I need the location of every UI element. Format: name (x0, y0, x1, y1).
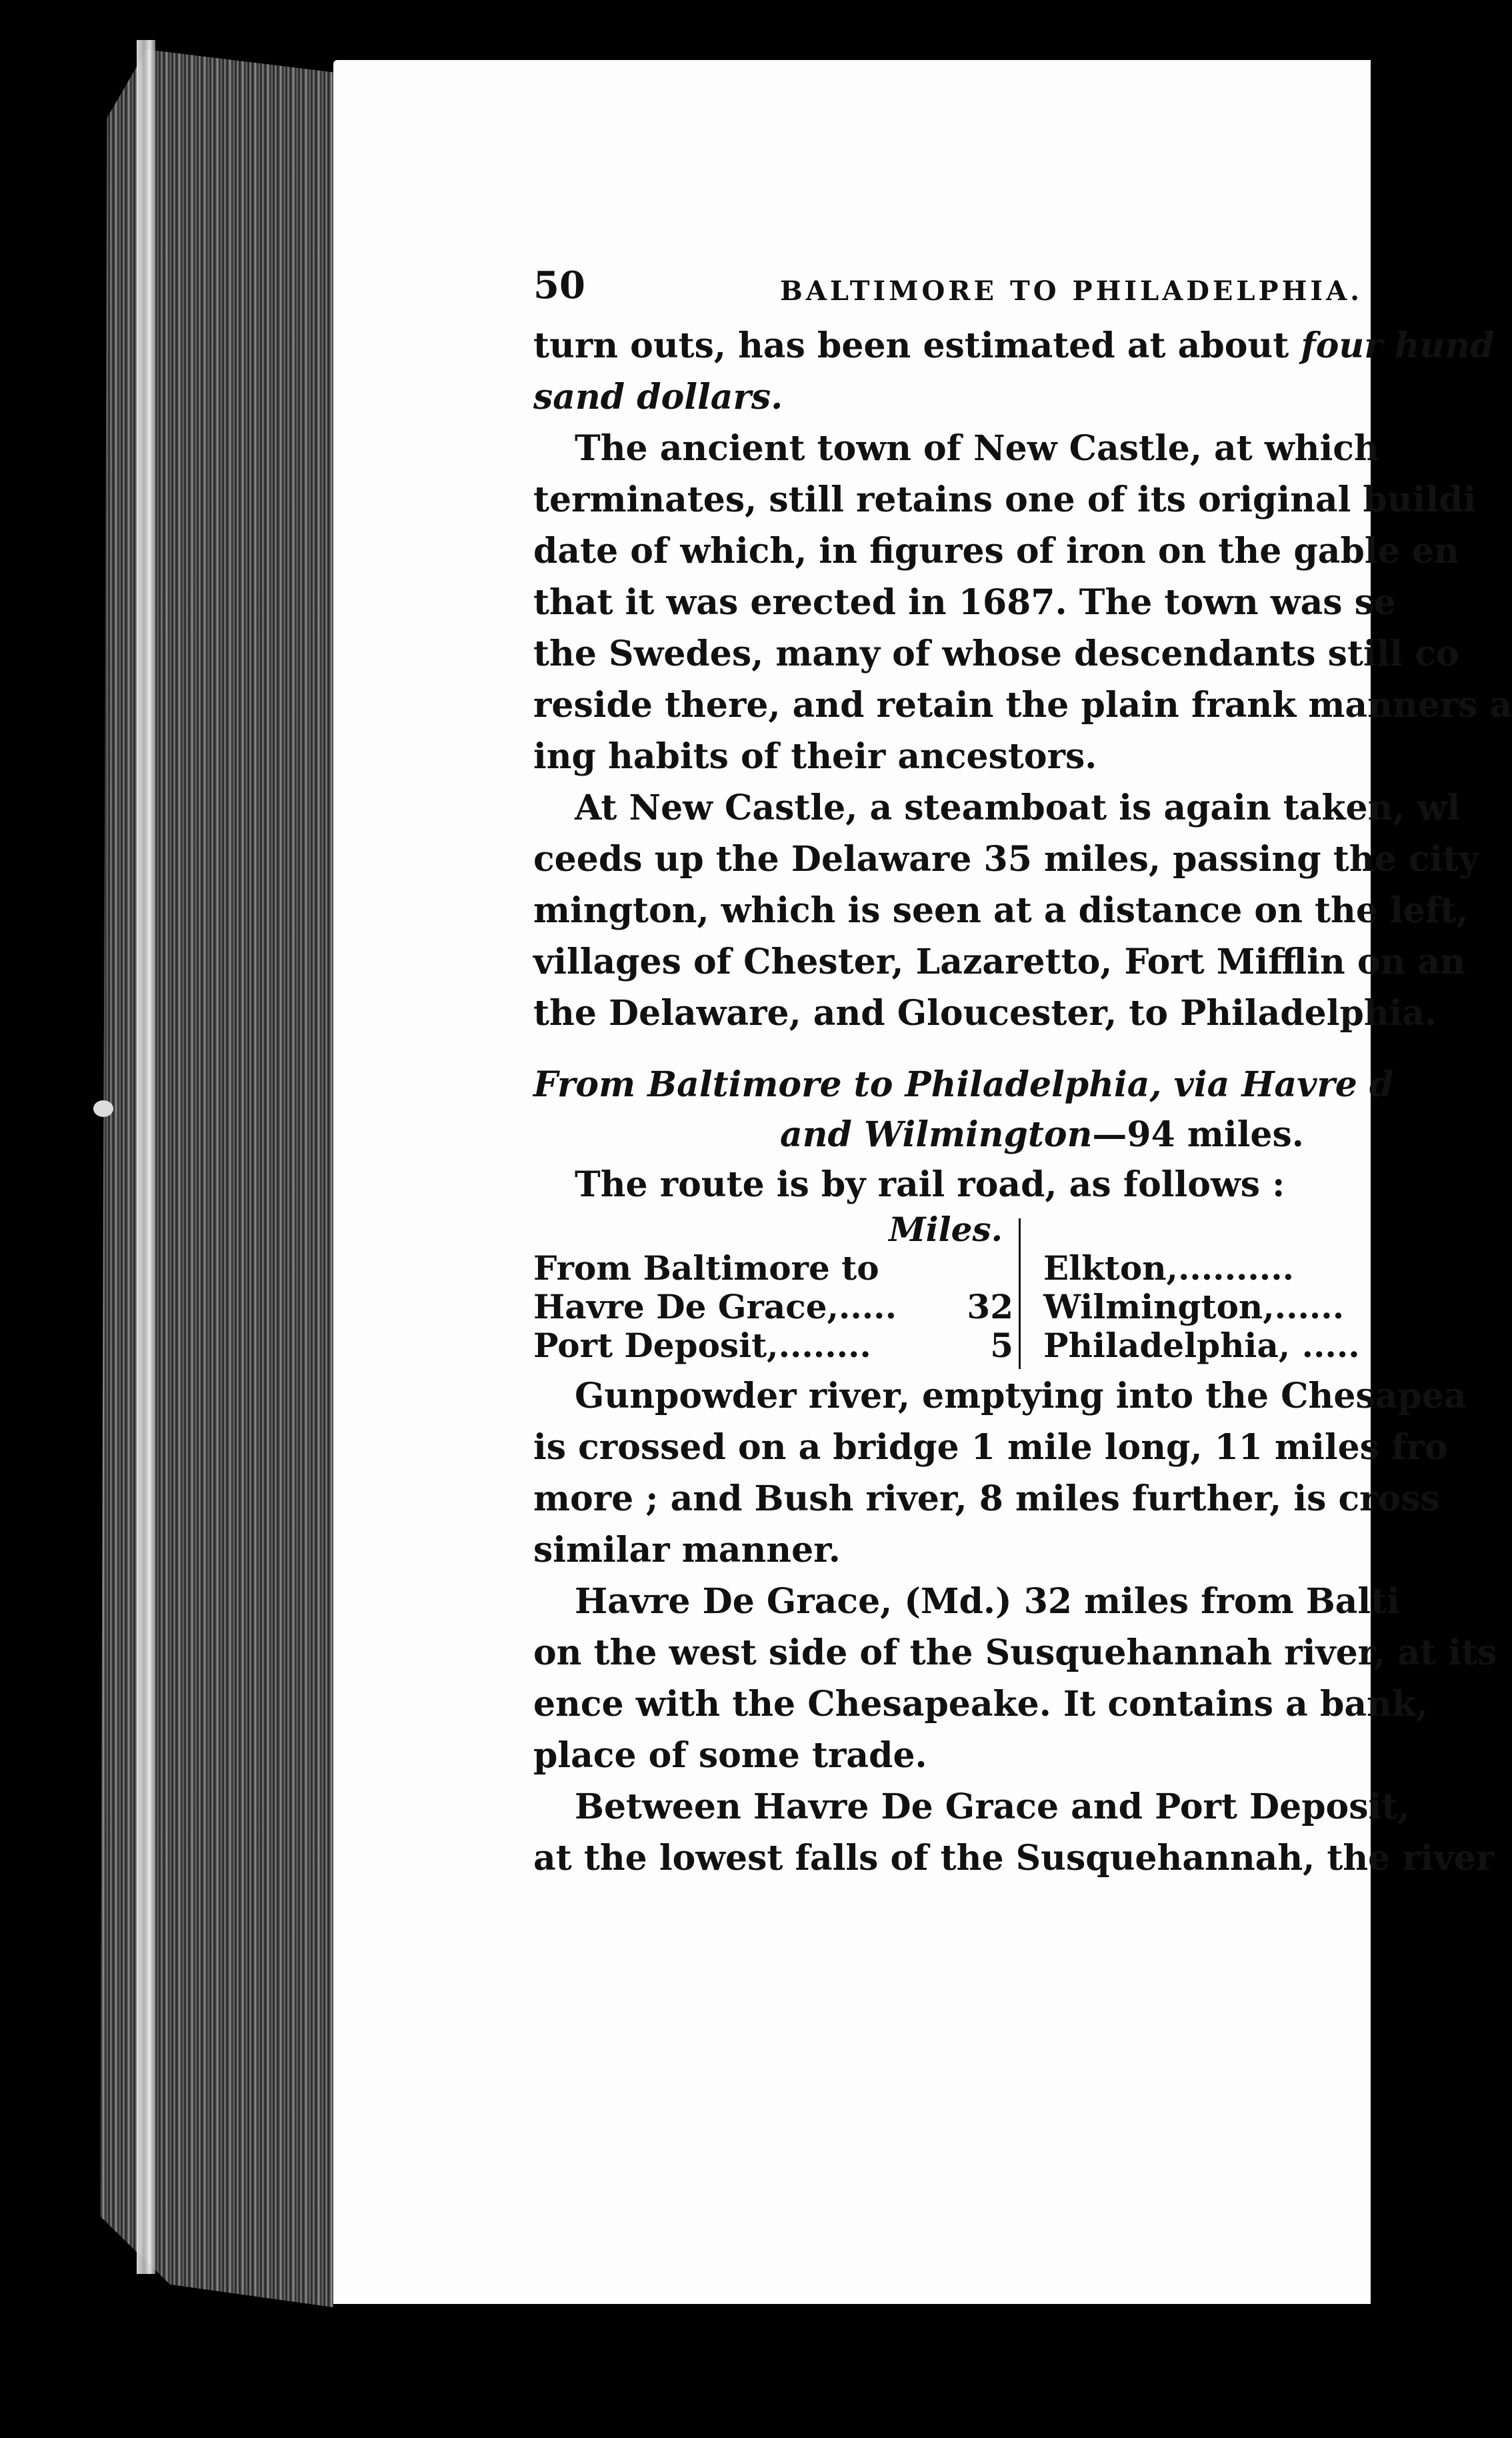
text-line: terminates, still retains one of its original buildi (533, 479, 1477, 520)
table-cell-place: Elkton,.......... (1043, 1248, 1295, 1288)
book-page (333, 60, 1512, 2304)
text-line: ceeds up the Delaware 35 miles, passing the city (533, 839, 1479, 880)
book-page-edges (100, 27, 333, 2307)
table-cell-place: Philadelphia, ..... (1043, 1326, 1360, 1365)
table-cell-place: Havre De Grace,..... (533, 1287, 897, 1326)
from-label: From Baltimore to (533, 1248, 879, 1288)
distance-table-left (533, 1210, 1013, 1365)
route-heading: From Baltimore to Philadelphia, via Havre d (533, 1064, 1394, 1105)
text-span: four hund (1301, 325, 1495, 366)
text-line: that it was erected in 1687. The town was se (533, 582, 1397, 623)
table-cell-miles: 5 (990, 1326, 1013, 1365)
scan-speck (93, 1100, 113, 1117)
route-intro: The route is by rail road, as follows : (575, 1164, 1285, 1205)
paragraph-port-deposit (533, 1781, 1495, 1884)
text-line: date of which, in figures of iron on the gable en (533, 531, 1459, 571)
text-line: at the lowest falls of the Susquehannah, the river (533, 1838, 1495, 1879)
running-head: BALTIMORE TO PHILADELPHIA. (780, 275, 1363, 307)
paragraph-steamboat (533, 782, 1479, 1039)
text-line (533, 320, 1495, 371)
table-row (533, 1249, 1013, 1288)
table-row (533, 1288, 1013, 1326)
text-line: similar manner. (533, 1530, 841, 1570)
table-divider (1019, 1218, 1021, 1369)
book-edge-highlight (137, 40, 155, 2274)
text-line: mington, which is seen at a distance on the left, (533, 890, 1469, 931)
text-line: villages of Chester, Lazaretto, Fort Mifflin on an (533, 942, 1465, 982)
text-line: reside there, and retain the plain frank manners a (533, 685, 1512, 726)
page-header (533, 260, 1467, 320)
text-line: the Delaware, and Gloucester, to Philadelphia. (533, 993, 1437, 1034)
text-line: more ; and Bush river, 8 miles further, is cross (533, 1478, 1440, 1519)
text-line: sand dollars. (533, 377, 783, 417)
paragraph-new-castle (533, 423, 1512, 782)
paragraph-havre-de-grace (533, 1576, 1497, 1781)
paragraph-gunpowder-river (533, 1370, 1467, 1576)
table-cell-place: Wilmington,...... (1043, 1287, 1345, 1326)
text-line: Gunpowder river, emptying into the Chesapea (575, 1376, 1467, 1416)
text-line: the Swedes, many of whose descendants still co (533, 634, 1459, 674)
distance-table (533, 1210, 1467, 1370)
table-cell-place: Port Deposit,........ (533, 1326, 871, 1365)
table-cell-miles: 32 (967, 1287, 1013, 1326)
text-line: Between Havre De Grace and Port Deposit, (575, 1786, 1410, 1827)
text-line: Havre De Grace, (Md.) 32 miles from Balti (575, 1581, 1400, 1622)
route-heading-italic: and Wilmington (780, 1114, 1093, 1155)
text-line: The ancient town of New Castle, at which (575, 428, 1379, 469)
route-heading-distance: —94 miles. (1092, 1114, 1304, 1155)
text-line: ing habits of their ancestors. (533, 736, 1097, 777)
text-line: At New Castle, a steamboat is again taken, wl (575, 788, 1461, 828)
page-number: 50 (533, 263, 585, 307)
page-text-block (533, 260, 1512, 1884)
text-line: on the west side of the Susquehannah river, at its (533, 1632, 1497, 1673)
table-row (533, 1326, 1013, 1365)
text-line: place of some trade. (533, 1735, 927, 1776)
text-span: turn outs, has been estimated at about (533, 325, 1301, 366)
miles-column-header: Miles. (889, 1210, 1003, 1249)
text-line: is crossed on a bridge 1 mile long, 11 miles fro (533, 1427, 1448, 1468)
route-heading-line-2 (533, 1109, 1467, 1159)
text-line: ence with the Chesapeake. It contains a bank, (533, 1684, 1428, 1724)
